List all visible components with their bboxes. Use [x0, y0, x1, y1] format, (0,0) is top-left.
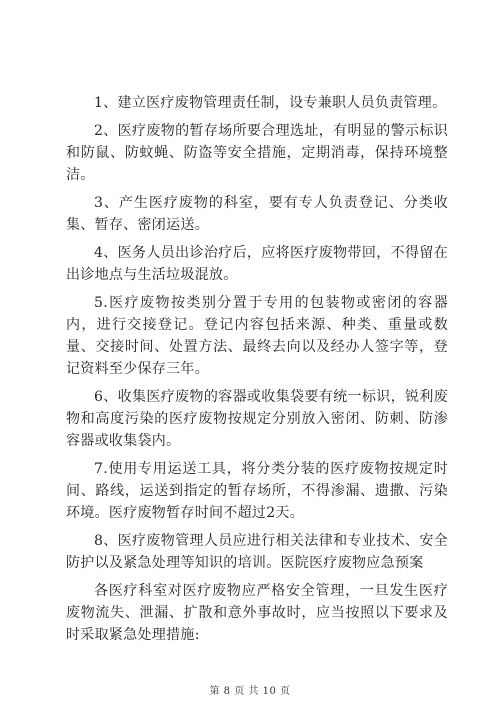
paragraph-2: 2、医疗废物的暂存场所要合理选址，有明显的警示标识和防鼠、防蚊蝇、防盗等安全措施，定期消毒，保持环境整洁。	[66, 123, 448, 183]
page-number-footer: 第 8 页 共 10 页	[209, 686, 291, 697]
paragraph-5: 5.医疗废物按类别分置于专用的包装物或密闭的容器内，进行交接登记。登记内容包括来源、种类、重量或数量、交接时间、处置方法、最终去向以及经办人签字等，登记资料至少保存三年。	[66, 295, 448, 377]
paragraph-9: 各医疗科室对医疗废物应严格安全管理，一旦发生医疗废物流失、泄漏、扩散和意外事故时，应当按照以下要求及时采取紧急处理措施:	[66, 583, 448, 643]
paragraph-4: 4、医务人员出诊治疗后，应将医疗废物带回，不得留在出诊地点与生活垃圾混放。	[66, 245, 448, 283]
paragraph-6: 6、收集医疗废物的容器或收集袋要有统一标识，锐利废物和高度污染的医疗废物按规定分别放入密闭、防刺、防渗容器或收集袋内。	[66, 389, 448, 449]
document-body	[66, 92, 448, 646]
paragraph-8: 8、医疗废物管理人员应进行相关法律和专业技术、安全防护以及紧急处理等知识的培训。医院医疗废物应急预案	[66, 533, 448, 571]
paragraph-1: 1、建立医疗废物管理责任制，设专兼职人员负责管理。	[94, 95, 447, 111]
paragraph-3: 3、产生医疗废物的科室，要有专人负责登记、分类收集、暂存、密闭运送。	[66, 195, 448, 233]
paragraph-7: 7.使用专用运送工具，将分类分装的医疗废物按规定时间、路线，运送到指定的暂存场所，不得渗漏、遗撒、污染环境。医疗废物暂存时间不超过2天。	[66, 461, 448, 521]
